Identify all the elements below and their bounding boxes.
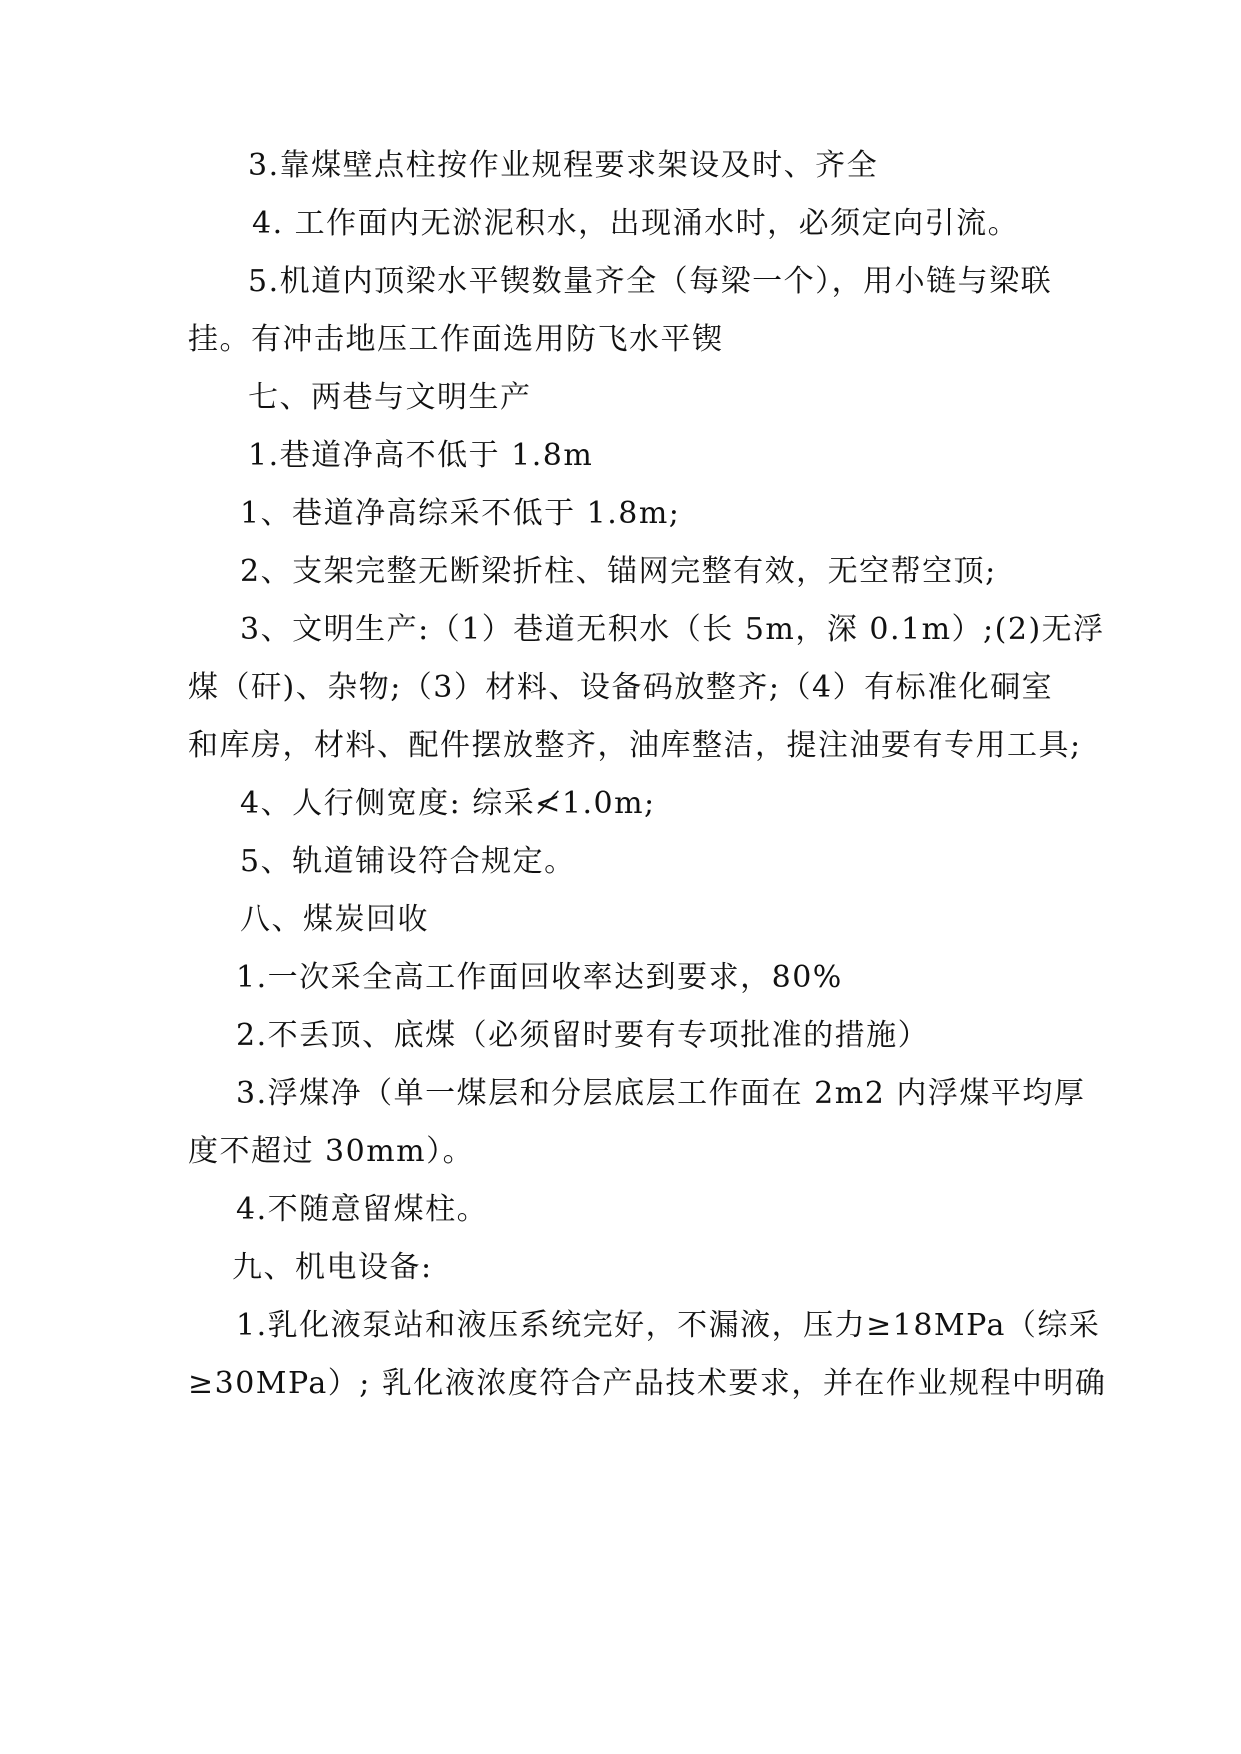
text-line: 1.巷道净高不低于 1.8m bbox=[248, 438, 594, 473]
text-line: 3.浮煤净（单一煤层和分层底层工作面在 2m2 内浮煤平均厚 bbox=[236, 1076, 1086, 1111]
section-heading: 八、煤炭回收 bbox=[240, 902, 429, 937]
text-line: 1、巷道净高综采不低于 1.8m; bbox=[240, 496, 681, 531]
section-heading: 九、机电设备: bbox=[232, 1250, 433, 1285]
text-line: 3、文明生产:（1）巷道无积水（长 5m，深 0.1m）;(2)无浮 bbox=[240, 612, 1105, 647]
text-line: 1.乳化液泵站和液压系统完好，不漏液，压力≥18MPa（综采 bbox=[236, 1308, 1101, 1343]
text-line: 5、轨道铺设符合规定。 bbox=[240, 844, 576, 879]
text-line: 4.不随意留煤柱。 bbox=[236, 1192, 489, 1227]
section-heading: 七、两巷与文明生产 bbox=[248, 380, 532, 415]
text-line: 挂。有冲击地压工作面选用防飞水平锲 bbox=[188, 322, 724, 357]
text-line: 和库房，材料、配件摆放整齐，油库整洁，提注油要有专用工具; bbox=[188, 728, 1082, 763]
text-line: 3.靠煤壁点柱按作业规程要求架设及时、齐全 bbox=[248, 148, 879, 183]
text-line: 4. 工作面内无淤泥积水，出现涌水时，必须定向引流。 bbox=[252, 206, 1020, 241]
text-line: 5.机道内顶梁水平锲数量齐全（每梁一个），用小链与梁联 bbox=[248, 264, 1053, 299]
text-line: ≥30MPa）; 乳化液浓度符合产品技术要求，并在作业规程中明确 bbox=[188, 1366, 1107, 1401]
text-line: 度不超过 30mm）。 bbox=[188, 1134, 475, 1169]
text-line: 煤（矸)、杂物;（3）材料、设备码放整齐;（4）有标准化硐室 bbox=[188, 670, 1054, 705]
text-line: 1.一次采全高工作面回收率达到要求，80% bbox=[236, 960, 843, 995]
text-line: 4、人行侧宽度: 综采≮1.0m; bbox=[240, 786, 656, 821]
text-line: 2、支架完整无断梁折柱、锚网完整有效，无空帮空顶; bbox=[240, 554, 997, 589]
text-line: 2.不丢顶、底煤（必须留时要有专项批准的措施） bbox=[236, 1018, 930, 1053]
